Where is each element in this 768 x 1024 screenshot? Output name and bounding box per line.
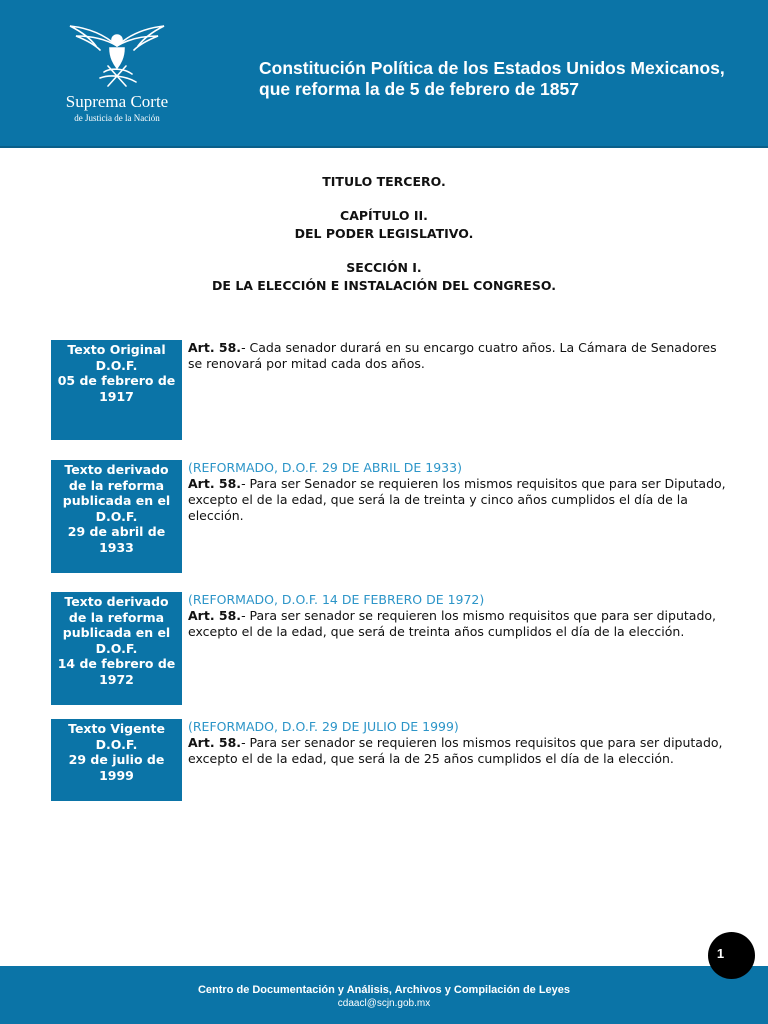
article-number: Art. 58. (188, 608, 242, 623)
logo-name: Suprema Corte (65, 92, 169, 111)
article-body: - Para ser senador se requieren los mismo requisitos que para ser diputado, excepto el de la edad, que será de treinta años cumplidos el día de la elección. (188, 608, 717, 639)
article-number: Art. 58. (188, 476, 242, 491)
version-label-line: Texto Original (67, 342, 166, 357)
article-text (188, 719, 728, 767)
version-label-line: 1933 (99, 539, 134, 555)
article-text (188, 460, 728, 524)
article-text (188, 592, 728, 640)
version-label-line: publicada en el (62, 625, 171, 640)
version-label-line: 14 de febrero de (57, 656, 176, 671)
seccion-name: DE LA ELECCIÓN E INSTALACIÓN DEL CONGRESO. (212, 278, 556, 293)
version-label-box (51, 460, 182, 573)
article-number: Art. 58. (188, 340, 242, 355)
document-title-line-2: que reforma la de 5 de febrero de 1857 (259, 79, 579, 99)
document-title-line-1: Constitución Política de los Estados Unidos Mexicanos, (259, 58, 725, 78)
footer-org-name: Centro de Documentación y Análisis, Archivos y Compilación de Leyes (197, 984, 571, 996)
version-label-line: publicada en el (62, 493, 171, 508)
seccion-heading: SECCIÓN I. (346, 260, 422, 275)
version-label-line: D.O.F. (95, 736, 138, 752)
version-label-line: 1917 (99, 388, 134, 404)
scjn-logo (52, 16, 182, 128)
page-number-badge: 1 (708, 932, 755, 979)
version-label-line: Texto derivado (64, 594, 169, 609)
version-label-line: 29 de abril de (67, 524, 166, 539)
capitulo-name: DEL PODER LEGISLATIVO. (294, 226, 474, 241)
version-label-line: D.O.F. (95, 508, 138, 524)
version-label-line: 1972 (99, 671, 134, 687)
version-label-line: 1999 (99, 767, 134, 783)
article-text (188, 340, 728, 372)
page-header (0, 0, 768, 148)
titulo-heading: TITULO TERCERO. (322, 174, 446, 189)
version-label-line: D.O.F. (95, 357, 138, 373)
page-footer (0, 966, 768, 1024)
logo-subtitle: de Justicia de la Nación (74, 113, 160, 123)
article-body: - Para ser senador se requieren los mismos requisitos que para ser diputado, excepto el de la edad, que será la de 25 años cumplidos el día de la elección. (188, 735, 723, 766)
version-label-line: 29 de julio de (68, 752, 165, 767)
reform-note: (REFORMADO, D.O.F. 14 DE FEBRERO DE 1972) (188, 592, 485, 607)
reform-note: (REFORMADO, D.O.F. 29 DE JULIO DE 1999) (188, 719, 459, 734)
version-label-line: Texto Vigente (68, 721, 165, 736)
article-number: Art. 58. (188, 735, 242, 750)
reform-note: (REFORMADO, D.O.F. 29 DE ABRIL DE 1933) (188, 460, 462, 475)
eagle-emblem-icon (64, 16, 170, 92)
article-body: - Cada senador durará en su encargo cuatro años. La Cámara de Senadores se renovará por mitad cada dos años. (188, 340, 717, 371)
capitulo-heading: CAPÍTULO II. (340, 208, 428, 223)
footer-email: cdaacl@scjn.gob.mx (337, 998, 431, 1009)
version-label-line: D.O.F. (95, 640, 138, 656)
section-headings (0, 173, 768, 295)
document-title (259, 58, 749, 100)
version-label-line: 05 de febrero de (57, 373, 176, 388)
version-label-box (51, 592, 182, 705)
version-label-box (51, 719, 182, 801)
version-label-box (51, 340, 182, 440)
version-label-line: de la reforma (68, 609, 165, 625)
article-body: - Para ser Senador se requieren los mismos requisitos que para ser Diputado, excepto el de la edad, que será la de treinta y cinco años cumplidos el día de la elección. (188, 476, 726, 523)
version-label-line: de la reforma (68, 477, 165, 493)
version-label-line: Texto derivado (64, 462, 169, 477)
